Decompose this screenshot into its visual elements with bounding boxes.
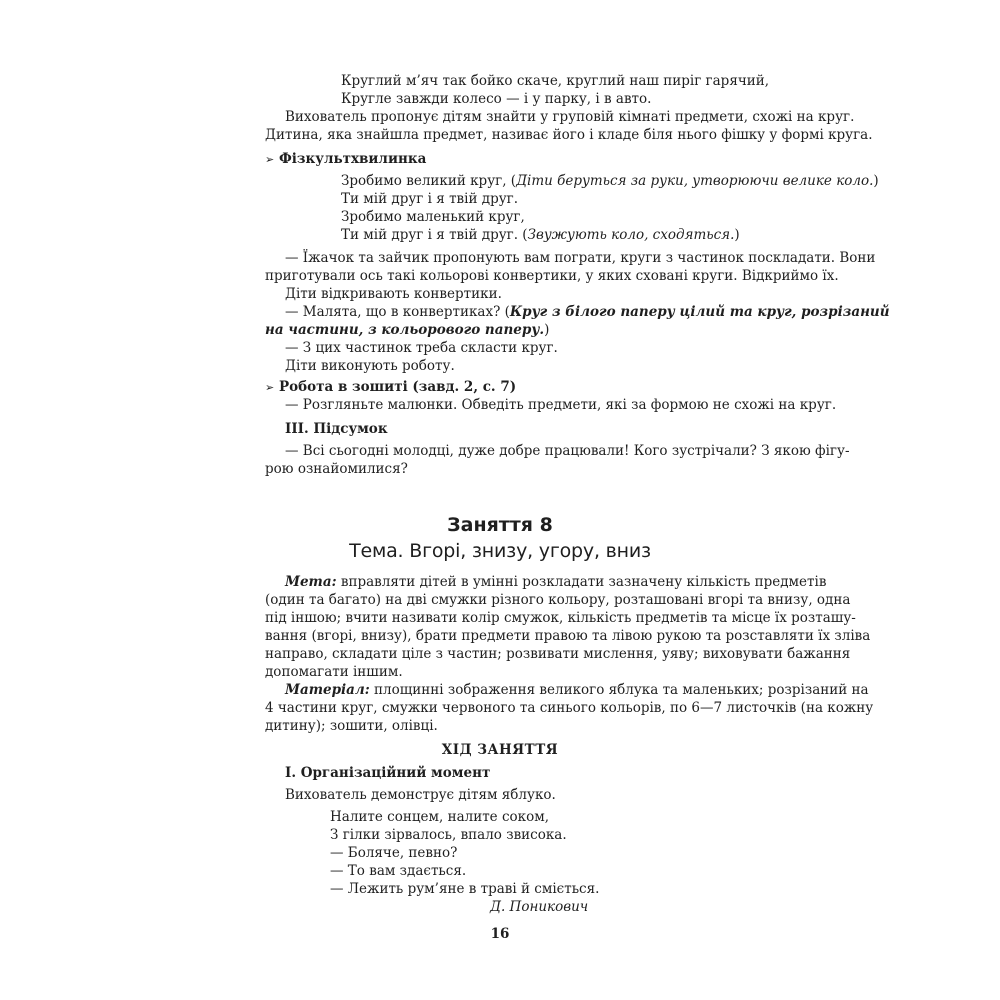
material-line [285,681,869,699]
answer-italic: Круг з білого паперу цілий та круг, розрізаний [509,304,890,320]
stage-direction: Діти беруться за руки, утворюючи велике коло. [516,173,874,189]
section-workbook [265,378,516,397]
summary-heading: ІІІ. Підсумок [285,421,388,437]
poem-line: Круглий м’яч так бойко скаче, круглий наш пиріг гарячий, [341,73,770,89]
material-line: 4 частини круг, смужки червоного та синього кольорів, по 6—7 листочків (на кожну [265,700,874,716]
answer-italic: на частини, з кольорового паперу. [265,322,545,338]
goal-label: Мета: [285,574,337,590]
dialog-line: Діти виконують роботу. [285,358,455,374]
dialog-text: — Малята, що в конвертиках? ( [285,304,510,320]
section-fizkult [265,150,426,169]
section-title: Фізкультхвилинка [279,151,427,167]
poem-line: З гілки зірвалось, впало звисока. [330,827,567,843]
exercise-line [341,226,740,244]
lesson-title: Заняття 8 [447,514,553,536]
lesson-topic: Тема. Вгорі, знизу, угору, вниз [349,540,651,562]
exercise-text: ) [873,173,879,189]
material-line: дитину); зошити, олівці. [265,718,438,734]
goal-text: вправляти дітей в умінні розкладати зазначену кількість предметів [336,574,827,590]
paragraph-line: Вихователь пропонує дітям знайти у груповій кімнаті предмети, схожі на круг. [285,109,855,125]
intro-line: Вихователь демонструє дітям яблуко. [285,787,556,803]
goal-line [285,573,827,591]
dialog-line: Діти відкривають конвертики. [285,286,502,302]
arrow-bullet-icon: ➢ [265,153,275,166]
dialog-line: приготували ось такі кольорові конвертики, у яких сховані круги. Відкриймо їх. [265,268,839,284]
exercise-line: Зробимо маленький круг, [341,209,525,225]
workbook-text: — Розгляньте малюнки. Обведіть предмети, які за формою не схожі на круг. [285,397,837,413]
dialog-text: ) [544,322,550,338]
section-heading: І. Організаційний момент [285,765,491,781]
poem-line: — Лежить рум’яне в траві й сміється. [330,881,600,897]
material-text: площинні зображення великого яблука та маленьких; розрізаний на [369,682,869,698]
summary-line: — Всі сьогодні молодці, дуже добре працювали! Кого зустрічали? З якою фігу- [285,443,850,459]
poem-line: Кругле завжди колесо — і у парку, і в авто. [341,91,652,107]
summary-line: рою ознайомилися? [265,461,408,477]
exercise-line [341,172,879,190]
goal-line: допомагати іншим. [265,664,403,680]
dialog-line: — З цих частинок треба скласти круг. [285,340,558,356]
exercise-text: ) [734,227,740,243]
goal-line: направо, складати ціле з частин; розвивати мислення, уяву; виховувати бажання [265,646,851,662]
course-heading: ХІД ЗАНЯТТЯ [441,742,559,758]
goal-line: вання (вгорі, внизу), брати предмети правою та лівою рукою та розставляти їх зліва [265,628,871,644]
arrow-bullet-icon: ➢ [265,381,275,394]
section-title: Робота в зошиті (завд. 2, с. 7) [279,379,517,395]
material-label: Матеріал: [285,682,370,698]
exercise-text: Ти мій друг і я твій друг. ( [341,227,528,243]
exercise-text: Зробимо великий круг, ( [341,173,517,189]
dialog-line [265,321,549,339]
goal-line: (один та багато) на дві смужки різного кольору, розташовані вгорі та внизу, одна [265,592,851,608]
stage-direction: Звужують коло, сходяться. [527,227,735,243]
dialog-line [285,303,890,321]
poem-author: Д. Поникович [490,899,589,915]
poem-line: Налите сонцем, налите соком, [330,809,549,825]
page-number: 16 [490,926,510,942]
poem-line: — То вам здається. [330,863,467,879]
goal-line: під іншою; вчити називати колір смужок, кількість предметів та місце їх розташу- [265,610,856,626]
poem-line: — Боляче, певно? [330,845,458,861]
paragraph-line: Дитина, яка знайшла предмет, називає його і кладе біля нього фішку у формі круга. [265,127,873,143]
exercise-line: Ти мій друг і я твій друг. [341,191,519,207]
dialog-line: — Їжачок та зайчик пропонують вам пограти, круги з частинок поскладати. Вони [285,250,876,266]
